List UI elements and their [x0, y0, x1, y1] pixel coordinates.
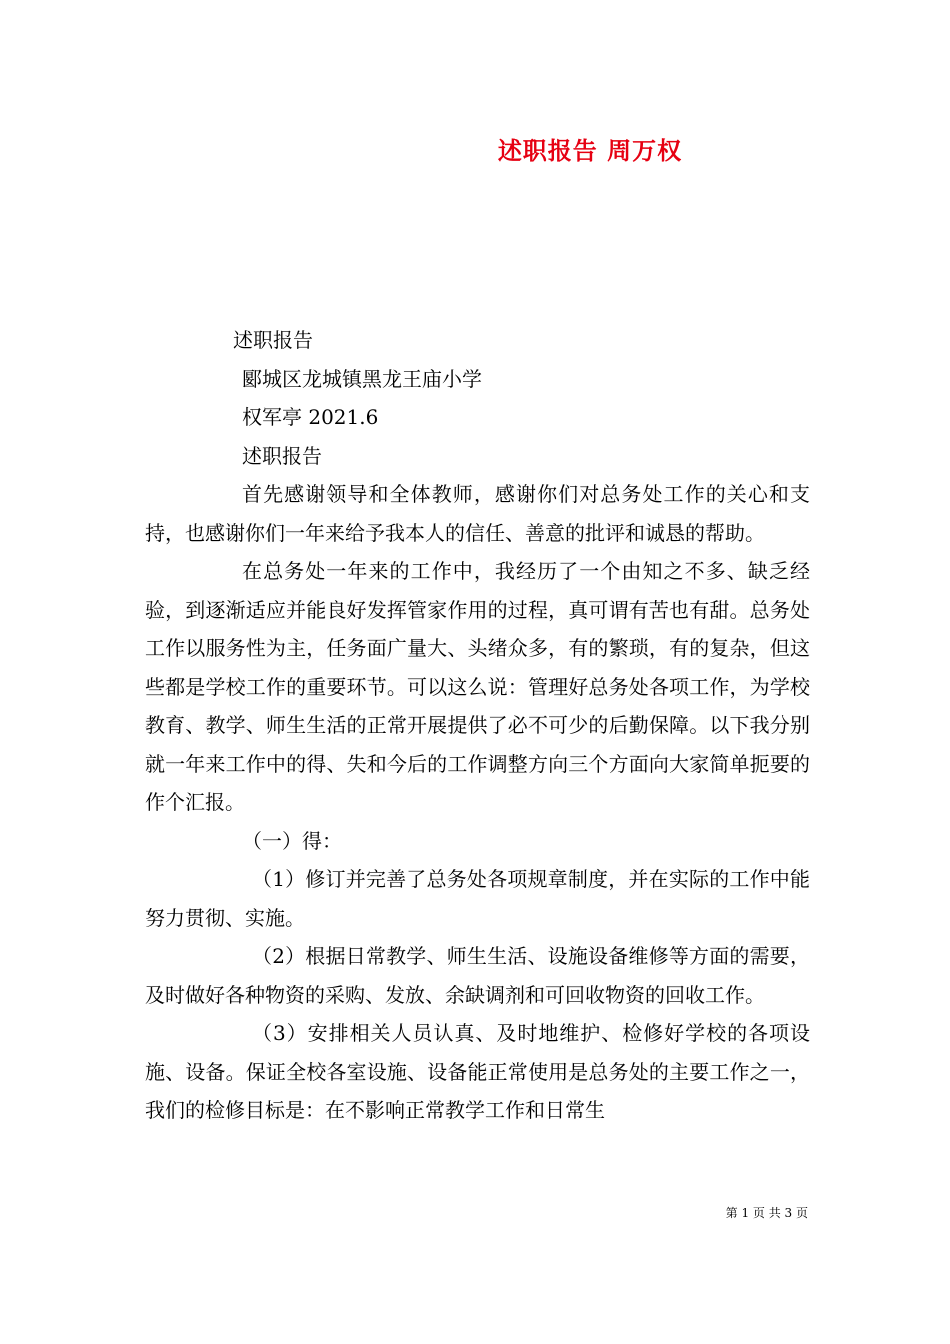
section-heading-gains: （一）得：	[242, 828, 342, 853]
paragraph-item-2: （2）根据日常教学、师生生活、设施设备维修等方面的需要，及时做好各种物资的采购、发放、余缺调剂和可回收物资的回收工作。	[145, 944, 810, 1007]
report-subheading: 述职报告	[242, 443, 322, 468]
document-body	[145, 321, 810, 1130]
paragraph-item-1: （1）修订并完善了总务处各项规章制度，并在实际的工作中能努力贯彻、实施。	[145, 867, 810, 930]
document-title: 述职报告 周万权	[497, 136, 683, 165]
paragraph-item-3: （3）安排相关人员认真、及时地维护、检修好学校的各项设施、设备。保证全校各室设施、设备能正常使用是总务处的主要工作之一，我们的检修目标是：在不影响正常教学工作和日常生	[145, 1021, 810, 1122]
school-name: 郾城区龙城镇黑龙王庙小学	[242, 366, 482, 391]
paragraph-overview: 在总务处一年来的工作中，我经历了一个由知之不多、缺乏经验，到逐渐适应并能良好发挥管家作用的过程，真可谓有苦也有甜。总务处工作以服务性为主，任务面广量大、头绪众多，有的繁琐，有的复杂，但这些都是学校工作的重要环节。可以这么说：管理好总务处各项工作，为学校教育、教学、师生生活的正常开展提供了必不可少的后勤保障。以下我分别就一年来工作中的得、失和今后的工作调整方向三个方面向大家简单扼要的作个汇报。	[145, 559, 810, 814]
author-date: 权军亭 2021.6	[242, 405, 379, 429]
report-heading: 述职报告	[233, 328, 313, 352]
page-number: 第 1 页 共 3 页	[725, 1206, 808, 1220]
paragraph-thanks: 首先感谢领导和全体教师，感谢你们对总务处工作的关心和支持，也感谢你们一年来给予我本人的信任、善意的批评和诚恳的帮助。	[145, 482, 810, 545]
